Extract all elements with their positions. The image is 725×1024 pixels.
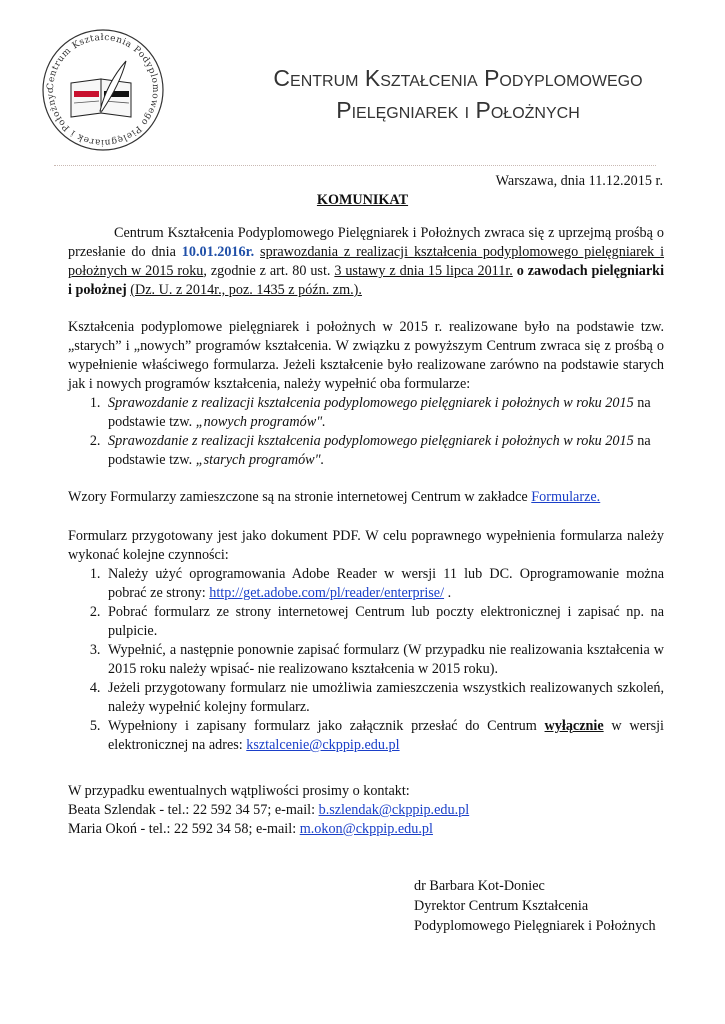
contact-intro: W przypadku ewentualnych wątpliwości prosimy o kontakt: — [68, 783, 410, 799]
szlendak-email-link[interactable]: b.szlendak@ckppip.edu.pl — [318, 802, 470, 818]
list-item: 2. Pobrać formularz ze strony internetowej Centrum lub poczty elektronicznej i zapisać np. na pulpicie. — [104, 603, 664, 641]
contact-person-1: Beata Szlendak - tel.: 22 592 34 57; e-mail: b.szlendak@ckppip.edu.pl — [68, 802, 470, 818]
signatory-organization: Podyplomowego Pielęgniarek i Położnych — [414, 918, 656, 934]
list-item: 5. Wypełniony i zapisany formularz jako załącznik przesłać do Centrum wyłącznie w wersji elektronicznej na adres: ksztalcenie@ckppip.edu.pl — [104, 717, 664, 755]
logo-ring-text: Centrum Kształcenia Podyplomowego Pielęgniarek i Położnyc — [45, 32, 161, 148]
list-item: 4. Jeżeli przygotowany formularz nie umożliwia zamieszczenia wszystkich realizowanych szkoleń, należy wypełnić kolejny formularz. — [104, 679, 664, 717]
signature-block — [414, 876, 656, 936]
signatory-name: dr Barbara Kot-Doniec — [414, 878, 545, 894]
contact-person-2: Maria Okoń - tel.: 22 592 34 58; e-mail: m.okon@ckppip.edu.pl — [68, 821, 433, 837]
list-item: 3. Wypełnić, a następnie ponownie zapisać formularz (W przypadku nie realizowania kształcenia w 2015 roku należy wpisać- nie realizowano kształcenia w 2015 roku). — [104, 641, 664, 679]
education-email-link[interactable]: ksztalcenie@ckppip.edu.pl — [246, 737, 400, 753]
okon-email-link[interactable]: m.okon@ckppip.edu.pl — [299, 821, 433, 837]
contact-section — [68, 782, 664, 839]
intro-paragraph: Centrum Kształcenia Podyplomowego Pielęgniarek i Położnych zwraca się z uprzejmą prośbą o przesłanie do dnia 10.01.2016r. sprawozdania z realizacji kształcenia podyplomowego pielęgniarek i położnych w 2015 roku, zgodnie z art. 80 ust. 3 ustawy z dnia 15 lipca 2011r. o zawodach pielęgniarki i położnej (Dz. U. z 2014r., poz. 1435 z późn. zm.). — [68, 225, 665, 298]
list-item: 2. Sprawozdanie z realizacji kształcenia podyplomowego pielęgniarek i położnych w roku 2015 na podstawie tzw. „starych programów". — [104, 432, 664, 470]
signatory-role: Dyrektor Centrum Kształcenia — [414, 898, 589, 914]
forms-note: Wzory Formularzy zamieszczone są na stronie internetowej Centrum w zakładce Formularze. — [68, 489, 601, 505]
list-item: 1. Sprawozdanie z realizacji kształcenia podyplomowego pielęgniarek i położnych w roku 2015 na podstawie tzw. „nowych programów". — [104, 394, 664, 432]
organization-title: Centrum Kształcenia Podyplomowego Pielęgniarek i Położnych — [273, 65, 643, 123]
adobe-reader-link[interactable]: http://get.adobe.com/pl/reader/enterprise/ — [209, 585, 445, 601]
programs-list — [68, 394, 664, 470]
deadline-date: 10.01.2016r. — [181, 244, 255, 260]
instructions-list — [68, 565, 664, 755]
list-item: 1. Należy użyć oprogramowania Adobe Reader w wersji 11 lub DC. Oprogramowanie można pobrać ze strony: http://get.adobe.com/pl/reader/enterprise/ . — [104, 565, 664, 603]
programs-paragraph: Kształcenia podyplomowe pielęgniarek i położnych w 2015 r. realizowane było na podstawie tzw. „starych” i „nowych” programów kształcenia. W związku z powyższym Centrum zwraca się z prośbą o wypełnienie właściwego formularza. Jeżeli kształcenie było realizowane zarówno na podstawie starych jak i nowych programów kształcenia, należy wypełnić oba formularze: — [68, 319, 664, 392]
header-divider — [54, 165, 656, 166]
document-heading: KOMUNIKAT — [316, 192, 409, 208]
instructions-section — [68, 527, 664, 755]
programs-section — [68, 318, 664, 470]
instructions-paragraph: Formularz przygotowany jest jako dokument PDF. W celu poprawnego wypełnienia formularza należy wykonać kolejne czynności: — [68, 528, 664, 563]
document-date: Warszawa, dnia 11.12.2015 r. — [495, 173, 663, 189]
forms-link[interactable]: Formularze. — [531, 489, 601, 505]
organization-logo — [38, 25, 168, 155]
